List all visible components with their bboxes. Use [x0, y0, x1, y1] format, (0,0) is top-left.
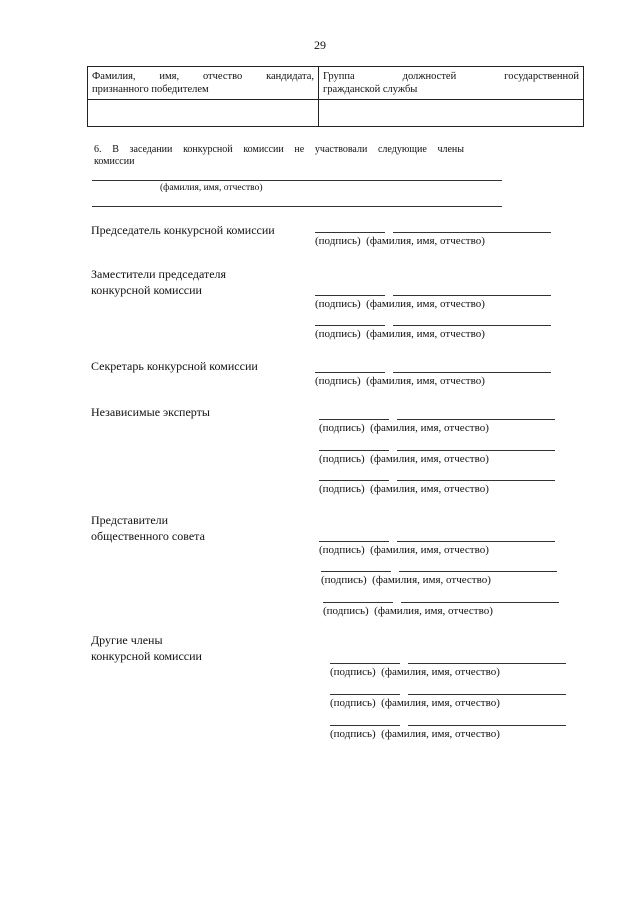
signature-caption	[330, 728, 500, 740]
fio-caption: (фамилия, имя, отчество)	[372, 574, 491, 586]
absent-line2: комиссии	[94, 156, 135, 167]
table-cell-candidate[interactable]	[88, 100, 319, 127]
signature-caption	[315, 298, 485, 310]
fio-caption: (фамилия, имя, отчество)	[366, 375, 485, 387]
sign-caption: (подпись)	[315, 328, 361, 340]
signature-caption	[319, 544, 489, 556]
sign-caption: (подпись)	[319, 483, 365, 495]
signature-line[interactable]	[315, 372, 385, 373]
signature-line[interactable]	[319, 541, 389, 542]
fio-caption: (фамилия, имя, отчество)	[381, 697, 500, 709]
signature-caption	[321, 574, 491, 586]
secretary-label: Секретарь конкурсной комиссии	[91, 359, 258, 373]
header-position-group	[319, 67, 584, 100]
signature-line[interactable]	[330, 694, 400, 695]
fio-line[interactable]	[397, 419, 555, 420]
sign-caption: (подпись)	[319, 422, 365, 434]
absent-line1: 6. В заседании конкурсной комиссии не участвовали следующие члены	[94, 144, 464, 155]
header-candidate-name	[88, 67, 319, 100]
signature-caption	[319, 422, 489, 434]
fio-caption: (фамилия, имя, отчество)	[374, 605, 493, 617]
header-candidate-line1: Фамилия, имя, отчество кандидата,	[92, 71, 314, 82]
fio-line[interactable]	[393, 232, 551, 233]
deputies-label-1: Заместители председателя	[91, 267, 227, 281]
sign-caption: (подпись)	[321, 574, 367, 586]
fio-caption: (фамилия, имя, отчество)	[370, 544, 489, 556]
fio-line[interactable]	[393, 325, 551, 326]
others-label-1: Другие члены	[91, 633, 163, 647]
fio-caption: (фамилия, имя, отчество)	[366, 235, 485, 247]
fio-line[interactable]	[399, 571, 557, 572]
absent-members-text	[94, 144, 464, 168]
chair-label: Председатель конкурсной комиссии	[91, 223, 275, 237]
deputies-label-2: конкурсной комиссии	[91, 283, 202, 297]
fio-line[interactable]	[408, 725, 566, 726]
signature-line[interactable]	[319, 480, 389, 481]
table-header-row	[88, 67, 584, 100]
sign-caption: (подпись)	[330, 728, 376, 740]
fio-caption: (фамилия, имя, отчество)	[381, 666, 500, 678]
signature-line[interactable]	[330, 725, 400, 726]
fio-line[interactable]	[401, 602, 559, 603]
signature-caption	[330, 697, 500, 709]
signature-line[interactable]	[323, 602, 393, 603]
fio-line[interactable]	[408, 694, 566, 695]
sign-caption: (подпись)	[319, 453, 365, 465]
sign-caption: (подпись)	[315, 235, 361, 247]
fio-caption: (фамилия, имя, отчество)	[381, 728, 500, 740]
fio-line[interactable]	[393, 295, 551, 296]
fio-line[interactable]	[393, 372, 551, 373]
fio-caption: (фамилия, имя, отчество)	[366, 298, 485, 310]
signature-line[interactable]	[319, 450, 389, 451]
signature-caption	[319, 453, 489, 465]
signature-line[interactable]	[330, 663, 400, 664]
signature-line[interactable]	[315, 325, 385, 326]
signature-line[interactable]	[321, 571, 391, 572]
sign-caption: (подпись)	[330, 666, 376, 678]
fio-line[interactable]	[397, 480, 555, 481]
sign-caption: (подпись)	[323, 605, 369, 617]
signature-line[interactable]	[315, 295, 385, 296]
table-cell-group[interactable]	[319, 100, 584, 127]
winner-table	[87, 66, 584, 127]
fio-line[interactable]	[408, 663, 566, 664]
fio-line[interactable]	[397, 450, 555, 451]
experts-label: Независимые эксперты	[91, 405, 210, 419]
signature-line[interactable]	[319, 419, 389, 420]
fio-line[interactable]	[397, 541, 555, 542]
header-group-line1: Группа должностей государственной	[323, 71, 579, 82]
absent-line-2[interactable]	[92, 206, 502, 207]
header-candidate-line2: признанного победителем	[92, 84, 209, 95]
table-row	[88, 100, 584, 127]
sign-caption: (подпись)	[315, 375, 361, 387]
fio-caption: (фамилия, имя, отчество)	[370, 453, 489, 465]
fio-caption: (фамилия, имя, отчество)	[366, 328, 485, 340]
sign-caption: (подпись)	[319, 544, 365, 556]
signature-caption	[323, 605, 493, 617]
signature-caption	[330, 666, 500, 678]
header-group-line2: гражданской службы	[323, 84, 418, 95]
sign-caption: (подпись)	[315, 298, 361, 310]
sign-caption: (подпись)	[330, 697, 376, 709]
others-label-2: конкурсной комиссии	[91, 649, 202, 663]
signature-line[interactable]	[315, 232, 385, 233]
council-label-2: общественного совета	[91, 529, 205, 543]
signature-caption	[315, 235, 485, 247]
fio-caption: (фамилия, имя, отчество)	[370, 422, 489, 434]
page-number: 29	[314, 38, 326, 52]
signature-caption	[315, 375, 485, 387]
fio-caption: (фамилия, имя, отчество)	[370, 483, 489, 495]
signature-caption	[319, 483, 489, 495]
signature-caption	[315, 328, 485, 340]
council-label-1: Представители	[91, 513, 169, 527]
absent-caption: (фамилия, имя, отчество)	[160, 183, 263, 193]
absent-line-1[interactable]	[92, 180, 502, 181]
